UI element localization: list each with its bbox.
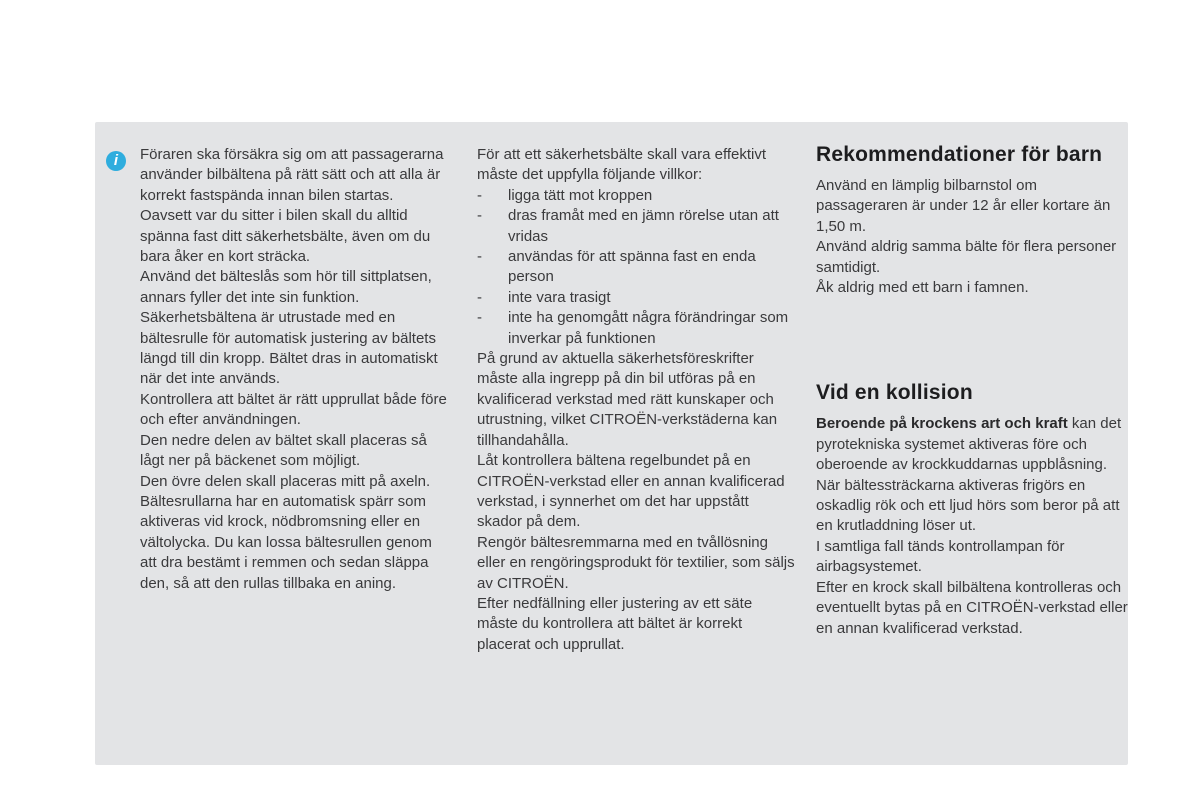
paragraph: I samtliga fall tänds kontrollampan för airbagsystemet. — [816, 537, 1065, 576]
paragraph: Bältesrullarna har en automatisk spärr som aktiveras vid krock, nödbromsning eller en vältolycka. Du kan lossa bältesrullen genom att dra bestämt i remmen och sedan släppa den, så att den rullas tillbaka en aning. — [140, 492, 432, 592]
info-icon: i — [106, 151, 126, 171]
bullet-dash: - — [477, 288, 482, 306]
section-collision — [816, 381, 1128, 638]
list-item — [477, 247, 795, 288]
list-item — [477, 288, 795, 308]
paragraph: När bältessträckarna aktiveras frigörs en oskadlig rök och ett ljud hörs som beror på att en krutladdning löser ut. — [816, 476, 1120, 535]
list-item-text: dras framåt med en jämn rörelse utan att vridas — [508, 207, 779, 245]
paragraph: Efter en krock skall bilbältena kontrolleras och eventuellt bytas på en CITROËN-verkstad eller en annan kvalificerad verkstad. — [816, 578, 1128, 637]
paragraph: Låt kontrollera bältena regelbundet på en CITROËN-verkstad eller en annan kvalificerad verkstad, i synnerhet om det har uppstått skador på dem. — [477, 452, 785, 531]
content-panel — [95, 122, 1128, 765]
paragraph: Använd det bälteslås som hör till sittplatsen, annars fyller det inte sin funktion. — [140, 268, 432, 306]
lead-bold-text: Beroende på krockens art och kraft — [816, 415, 1068, 433]
list-item — [477, 308, 795, 349]
lead-rest-text: kan det pyrotekniska systemet aktiveras före och oberoende av krockkuddarnas uppblåsning. — [816, 415, 1122, 474]
column-seatbelt-conditions — [477, 145, 795, 655]
paragraph: På grund av aktuella säkerhetsföreskrifter måste alla ingrepp på din bil utföras på en kvalificerad verkstad med rätt kunskaper och utrustning, vilket CITROËN-verkstäderna kan tillhandahålla. — [477, 350, 778, 449]
list-item-text: användas för att spänna fast en enda person — [508, 248, 756, 286]
paragraph: Rengör bältesremmarna med en tvållösning eller en rengöringsprodukt för textilier, som säljs av CITROËN. — [477, 533, 795, 592]
bullet-dash: - — [477, 248, 482, 266]
paragraph: Den nedre delen av bältet skall placeras så lågt ner på bäckenet som möjligt. — [140, 431, 427, 470]
paragraph: För att ett säkerhetsbälte skall vara effektivt måste det uppfylla följande villkor: — [477, 146, 767, 184]
list-item-text: ligga tätt mot kroppen — [508, 186, 653, 204]
list-item-text: inte vara trasigt — [508, 288, 611, 306]
paragraph: Säkerhetsbältena är utrustade med en bältesrulle för automatisk justering av bältets längd till din kropp. Bältet dras in automatiskt när det inte används. — [140, 309, 438, 388]
section-heading: Rekommendationer för barn — [816, 143, 1103, 166]
column-recommendations — [816, 143, 1128, 639]
column-seatbelt-usage — [140, 145, 450, 594]
paragraph: Använd aldrig samma bälte för flera personer samtidigt. — [816, 238, 1117, 276]
paragraph: Åk aldrig med ett barn i famnen. — [816, 279, 1029, 297]
bullet-dash: - — [477, 207, 482, 225]
section-heading: Vid en kollision — [816, 381, 973, 405]
paragraph: Föraren ska försäkra sig om att passagerarna använder bilbältena på rätt sätt och att alla är korrekt fastspända innan bilen startas. — [140, 146, 444, 204]
paragraph: Kontrollera att bältet är rätt upprullat både före och efter användningen. — [140, 390, 447, 429]
paragraph: Den övre delen skall placeras mitt på axeln. — [140, 472, 431, 490]
section-child-recommendations — [816, 143, 1128, 298]
list-item — [477, 186, 795, 206]
list-item-text: inte ha genomgått några förändringar som inverkar på funktionen — [508, 309, 789, 347]
bullet-dash: - — [477, 309, 482, 327]
list-item — [477, 206, 795, 247]
paragraph: Efter nedfällning eller justering av ett säte måste du kontrollera att bältet är korrekt placerat och upprullat. — [477, 594, 753, 653]
paragraph: Oavsett var du sitter i bilen skall du alltid spänna fast ditt säkerhetsbälte, även om du bara åker en kort sträcka. — [140, 207, 431, 266]
paragraph: Använd en lämplig bilbarnstol om passageraren är under 12 år eller kortare än 1,50 m. — [816, 177, 1111, 235]
paragraph-lead — [816, 414, 1128, 475]
bullet-dash: - — [477, 186, 482, 204]
